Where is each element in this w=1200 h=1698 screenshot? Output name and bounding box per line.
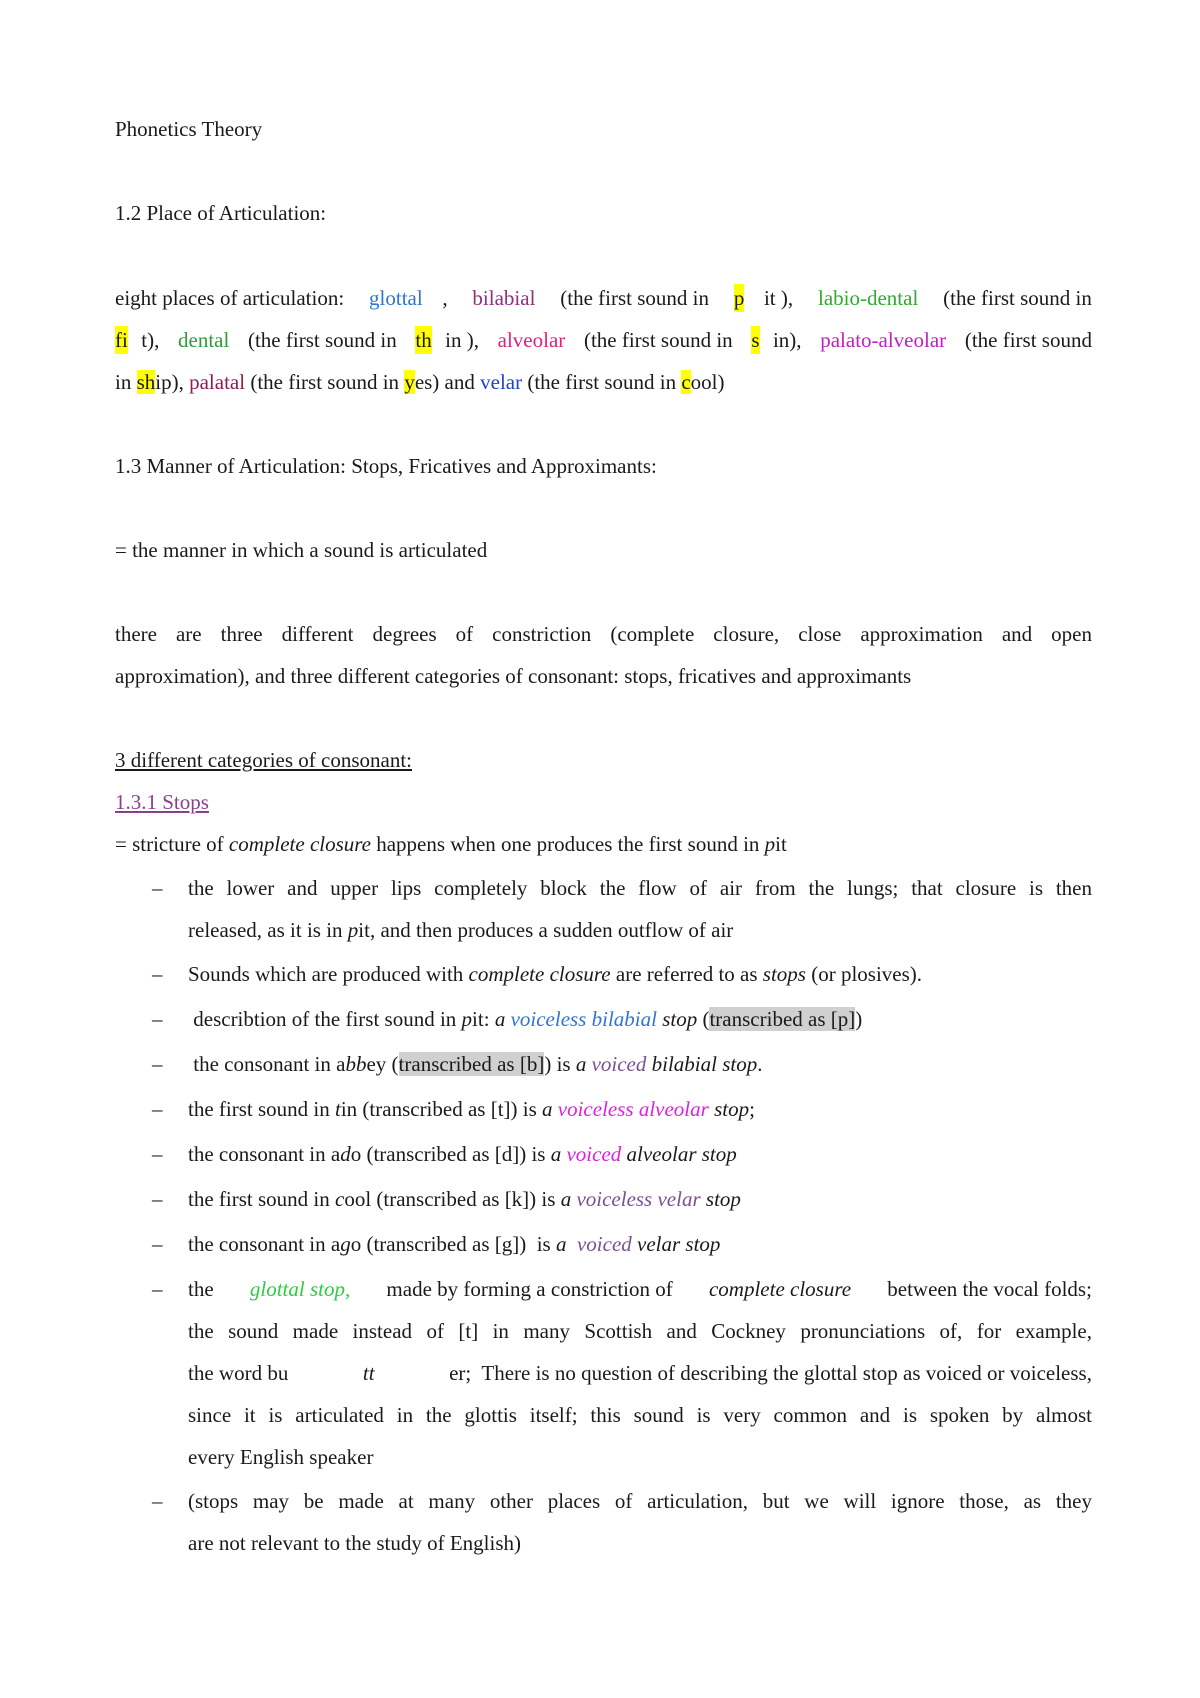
text: in), [772,328,807,352]
text: . [757,1052,763,1076]
italic-text: a [494,1007,511,1031]
term-voiceless-alveolar: voiceless alveolar [557,1097,709,1121]
bullet-dash: – [152,876,163,900]
italic-text: bilabial stop [646,1052,758,1076]
text: ) [855,1007,863,1031]
highlight: fi [115,328,128,352]
italic-text: stop [700,1187,741,1211]
italic-text: alveolar stop [621,1142,737,1166]
text: it, and then produces a sudden outflow of air [358,918,734,942]
text: are referred to as [610,962,763,986]
text: the consonant in a [188,1142,341,1166]
list-item-9-line-3 [188,1359,1092,1387]
manner-definition: = the manner in which a sound is articulated [115,538,488,562]
term-glottal-stop: glottal stop, [249,1277,351,1301]
stops-definition [115,830,787,858]
text: o (transcribed as [d]) is [350,1142,551,1166]
highlight: sh [136,370,156,394]
text: describtion of the first sound in [188,1007,462,1031]
bullet-dash: – [152,1277,163,1301]
text: in (transcribed as [t]) is [340,1097,543,1121]
italic-text: p [347,918,359,942]
term-voiceless-velar: voiceless velar [576,1187,701,1211]
section-heading-place-of-articulation: 1.2 Place of Articulation: [115,201,327,225]
term-palatal: palatal [189,370,246,394]
place-paragraph-line-3 [115,368,725,396]
text: the [188,1277,219,1301]
text: , [442,286,453,310]
text: made by forming a constriction of [381,1277,679,1301]
text: ) is [544,1052,576,1076]
list-item-5 [188,1095,755,1123]
term-voiced: voiced [576,1232,632,1256]
text: (the first sound in [242,328,402,352]
text: the consonant in a [188,1052,346,1076]
italic-text: complete closure [708,1277,852,1301]
gray-highlight: transcribed as [p] [709,1007,856,1031]
text: eight places of articulation: [115,286,350,310]
text: (the first sound in [937,286,1092,310]
text: ool (transcribed as [k]) is [344,1187,561,1211]
highlight: th [415,328,432,352]
italic-text: g [340,1232,351,1256]
text: it: [472,1007,495,1031]
constriction-paragraph-line-1: there are three different degrees of constriction (complete closure, close approximation and open [115,622,1092,646]
bullet-dash: – [152,1097,163,1121]
text: in ), [445,328,485,352]
italic-text: a [550,1142,567,1166]
italic-text: a [542,1097,558,1121]
italic-text: a [555,1232,577,1256]
bullet-dash: – [152,1489,163,1513]
text: it [775,832,787,856]
text: the word bu [188,1361,289,1385]
list-item-3 [188,1005,862,1033]
text: t), [141,328,165,352]
text: = stricture of [115,832,229,856]
place-paragraph-line-1 [115,284,1092,312]
text: the first sound in [188,1187,335,1211]
text: (the first sound in [555,286,715,310]
italic-text: complete closure [468,962,611,986]
term-labio-dental: labio-dental [818,286,919,310]
text: between the vocal folds; [882,1277,1092,1301]
italic-text: d [340,1142,351,1166]
text: es) and [414,370,481,394]
italic-text: c [335,1187,345,1211]
italic-text: t [335,1097,341,1121]
constriction-paragraph-line-2: approximation), and three different categories of consonant: stops, fricatives and approximants [115,664,912,688]
stops-section-link[interactable]: 1.3.1 Stops [115,790,209,814]
italic-text: stop [656,1007,698,1031]
section-heading-manner-of-articulation: 1.3 Manner of Articulation: Stops, Fricatives and Approximants: [115,454,657,478]
italic-text: a [575,1052,592,1076]
text: ip), [155,370,190,394]
italic-text: tt [362,1361,375,1385]
text: ; [749,1097,755,1121]
list-item-10-line-2: are not relevant to the study of English) [188,1531,521,1555]
term-glottal: glottal [369,286,423,310]
term-dental: dental [178,328,230,352]
bullet-dash: – [152,1187,163,1211]
bullet-dash: – [152,1232,163,1256]
highlight: p [733,286,745,310]
term-voiceless-bilabial: voiceless bilabial [510,1007,657,1031]
text: ey ( [366,1052,399,1076]
term-alveolar: alveolar [497,328,566,352]
list-item-8 [188,1230,720,1258]
italic-text: bb [345,1052,367,1076]
list-item-1-line-1: the lower and upper lips completely block the flow of air from the lungs; that closure is then [188,876,1092,900]
text: (the first sound in [578,328,738,352]
list-item-6 [188,1140,737,1168]
highlight: y [404,370,415,394]
italic-text: stop [708,1097,750,1121]
text: the consonant in a [188,1232,341,1256]
bullet-dash: – [152,962,163,986]
text: Sounds which are produced with [188,962,469,986]
list-item-9-line-4: since it is articulated in the glottis itself; this sound is very common and is spoken by almost [188,1403,1092,1427]
list-item-2 [188,960,922,988]
text: it ), [763,286,799,310]
text: released, as it is in [188,918,348,942]
italic-text: complete closure [228,832,371,856]
text: (the first sound in [522,370,682,394]
list-item-4 [188,1050,762,1078]
list-item-9-line-2: the sound made instead of [t] in many Scottish and Cockney pronunciations of, for example, [188,1319,1092,1343]
text: in [115,370,137,394]
term-voiced: voiced [566,1142,622,1166]
text: the first sound in [188,1097,335,1121]
term-voiced: voiced [591,1052,647,1076]
term-velar: velar [480,370,523,394]
bullet-dash: – [152,1007,163,1031]
gray-highlight: transcribed as [b] [398,1052,545,1076]
list-item-9-line-5: every English speaker [188,1445,374,1469]
term-bilabial: bilabial [472,286,536,310]
text: ool) [690,370,725,394]
italic-text: velar stop [631,1232,721,1256]
text: (the first sound [959,328,1092,352]
document-title: Phonetics Theory [115,117,263,141]
list-item-9-line-1 [188,1275,1092,1303]
categories-heading: 3 different categories of consonant: [115,748,413,772]
list-item-1-line-2 [188,916,733,944]
italic-text: p [461,1007,473,1031]
italic-text: p [764,832,776,856]
text: happens when one produces the first sound in [370,832,765,856]
place-paragraph-line-2 [115,326,1092,354]
text: o (transcribed as [g]) is [350,1232,556,1256]
bullet-dash: – [152,1052,163,1076]
highlight: c [681,370,691,394]
list-item-10-line-1: (stops may be made at many other places of articulation, but we will ignore those, as they [188,1489,1092,1513]
text: (the first sound in [245,370,405,394]
italic-text: stops [762,962,806,986]
bullet-dash: – [152,1142,163,1166]
text: (or plosives). [805,962,923,986]
text: er; There is no question of describing the glottal stop as voiced or voiceless, [449,1361,1092,1385]
text: ( [697,1007,710,1031]
highlight: s [751,328,760,352]
italic-text: a [560,1187,577,1211]
term-palato-alveolar: palato-alveolar [820,328,947,352]
list-item-7 [188,1185,741,1213]
